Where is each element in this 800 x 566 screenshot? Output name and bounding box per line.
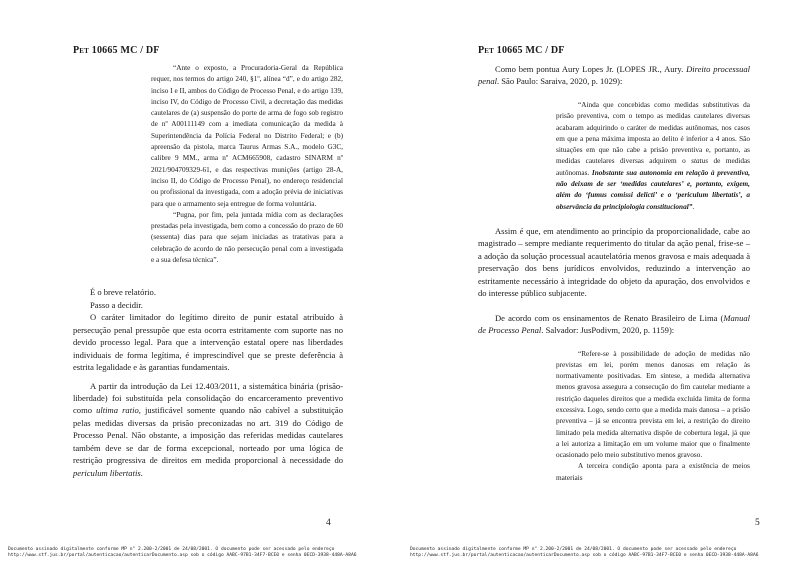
body-paragraph: Como bem pontua Aury Lopes Jr. (LOPES JR., Aury. Direito processual penal. São Paulo: Saraiva, 2020, p. 1029): (478, 64, 750, 87)
digital-signature-note: Documento assinado digitalmente conforme MP n° 2.200-2/2001 de 24/08/2001. O documento pode ser acessado pelo endereço http://www.stf.jus.br/portal/autenticacao/autenticarDocumento.asp sob o código AABC-97B1-34F7-BCE0 e senha 0ECD-3938-448A-A8A6 (410, 547, 759, 559)
digital-signature-note: Documento assinado digitalmente conforme MP n° 2.200-2/2001 de 24/08/2001. O documento pode ser acessado pelo endereço http://www.stf.jus.br/portal/autenticacao/autenticarDocumento.asp sob o código AABC-97B1-34F7-BCE0 e senha 0ECD-3938-448A-A8A6 (8, 547, 357, 559)
body-paragraph: A partir da introdução da Lei 12.403/2011, a sistemática binária (prisão-liberdade) foi substituída pela consolidação do encarceramento preventivo como ultima ratio, justificável somente quando não cabível a substituição pelas medidas diversas da prisão preconizadas no art. 319 do Código de Processo Penal. Não obstante, a imposição das referidas medidas cautelares também deve se dar de forma excepcional, norteado por uma lógica de restrição progressiva de direitos em medida proporcional à necessidade do periculum libertatis. (73, 380, 343, 478)
document-page-right (400, 0, 800, 566)
quote-paragraph: “Refere-se à possibilidade de adoção de medidas não previstas em lei, porém menos danosas em relação às normativamente positivadas. Em síntese, a medida alternativa menos gravosa assegura a consecução do fim cautelar mediante a restrição daqueles direitos que a medida excluída limita de forma excessiva. Logo, sendo certo que a medida mais danosa – a prisão preventiva – já se encontra prevista em lei, a restrição do direito limitado pela medida alternativa dispõe de cobertura legal, já que a lei autoriza a limitação em um volume maior que o finalmente ocasionado pelo meio substitutivo menos gravoso. (556, 349, 750, 460)
quote-paragraph: A terceira condição aponta para a existência de meios materiais (556, 462, 750, 482)
page-header: Pet 10665 MC / DF (73, 45, 160, 56)
block-quote (556, 100, 750, 213)
page-content (73, 63, 343, 479)
quote-paragraph: “Pugna, por fim, pela juntada mídia com as declarações prestadas pela investigada, bem como a concessão do prazo de 60 (sessenta) dias para que sejam iniciadas as tratativas para a celebração de acordo de não persecução penal com a investigada e a sua defesa técnica”. (151, 210, 343, 265)
body-paragraph: Assim é que, em atendimento ao princípio da proporcionalidade, cabe ao magistrado – sempre mediante requerimento do titular da ação penal, frise-se – a adoção da solução processual acautelatória menos gravosa e mais adequada à preservação dos bens jurídicos envolvidos, reduzindo a intervenção ao estritamente necessário à integridade do objeto da apuração, dos envolvidos e do interesse público subjacente. (478, 225, 750, 299)
quote-paragraph: “Ante o exposto, a Procuradoria-Geral da República requer, nos termos do artigo 240, §1º, alínea “d”, e do artigo 282, inciso I e II, ambos do Código de Processo Penal, e do artigo 139, inciso IV, do Código de Processo Civil, a decretação das medidas cautelares de (a) suspensão do porte de arma de fogo sob registro de nº A00111149 com a imediata comunicação da medida à Superintendência da Polícia Federal no Distrito Federal; e (b) apreensão da pistola, marca Taurus Armas S.A., modelo G3C, calibre 9 MM., arma nº ACM665908, cadastro SINARM nº 2021/904709329-61, e das respectivas munições (artigo 28-A, inciso II, do Código de Processo Penal), no endereço residencial ou profissional da investigada, com a adoção prévia de iniciativas para que o armamento seja entregue de forma voluntária. (151, 64, 343, 208)
decidir-line: Passo a decidir. (90, 299, 143, 310)
block-quote (556, 349, 750, 485)
quote-paragraph: “Ainda que concebidas como medidas substitutivas da prisão preventiva, com o tempo as medidas cautelares diversas acabaram adquirindo o caráter de medidas autônomas, nos casos em que a pena máxima imposta ao delito é inferior a 4 anos. São situações em que não cabe a prisão preventiva e, portanto, as medidas cautelares diversas adquirem o status de medidas autônomas. Inobstante sua autonomia em relação à preventiva, não deixam de ser ‘medidas cautelares’ e, portanto, exigem, além do ‘fumus comissi delicti’ e o ‘periculum libertatis’, a observância da principiologia constitucional”. (556, 100, 751, 211)
block-quote (151, 63, 343, 266)
page-header: Pet 10665 MC / DF (478, 45, 565, 56)
page-number: 5 (755, 518, 760, 528)
body-paragraph: O caráter limitador do legítimo direito de punir estatal atribuído à persecução penal pressupõe que esta ocorra estritamente com suporte nas no devido processo legal. Para que a intervenção estatal opere nas liberdades individuais de forma legítima, é imprescindível que se preste deferência à estrita legalidade e às garantias fundamentais. (73, 312, 343, 373)
page-number: 4 (326, 518, 331, 528)
body-paragraph: De acordo com os ensinamentos de Renato Brasileiro de Lima (Manual de Processo Penal. Salvador: JusPodivm, 2020, p. 1159): (478, 312, 750, 336)
page-content (478, 63, 750, 484)
relatorio-line: É o breve relatório. (90, 287, 156, 298)
